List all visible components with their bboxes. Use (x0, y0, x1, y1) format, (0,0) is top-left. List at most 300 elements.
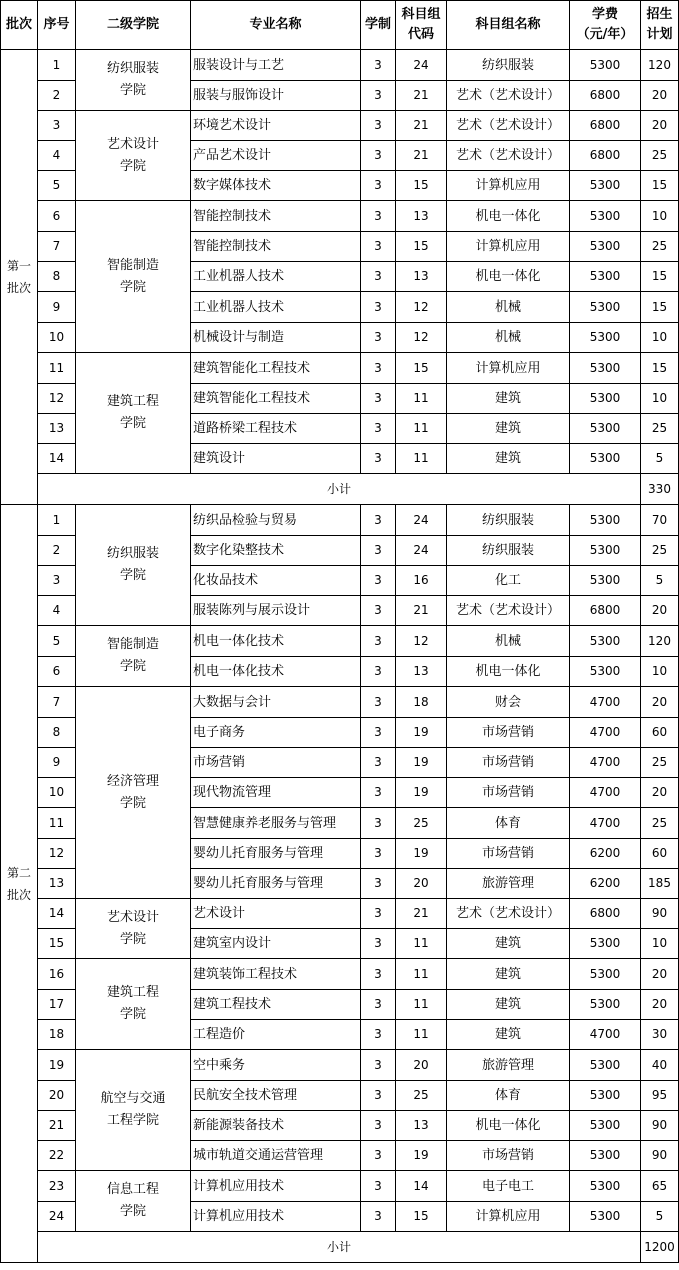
seq-cell: 11 (38, 353, 76, 384)
plan-cell: 20 (641, 687, 679, 718)
fee-cell: 5300 (570, 384, 641, 414)
plan-cell: 25 (641, 808, 679, 839)
subject-code-cell: 18 (396, 687, 447, 718)
batch2-section (1, 505, 679, 1263)
fee-cell: 5300 (570, 262, 641, 292)
years-cell: 3 (361, 929, 396, 959)
subtotal-value: 1200 (641, 1232, 679, 1263)
subject-code-cell: 13 (396, 1111, 447, 1141)
years-cell: 3 (361, 959, 396, 990)
subject-code-cell: 24 (396, 50, 447, 81)
years-cell: 3 (361, 50, 396, 81)
fee-cell: 5300 (570, 626, 641, 657)
fee-cell: 5300 (570, 171, 641, 201)
fee-cell: 5300 (570, 1111, 641, 1141)
subject-code-cell: 16 (396, 566, 447, 596)
fee-cell: 5300 (570, 1202, 641, 1232)
years-cell: 3 (361, 1050, 396, 1081)
plan-cell: 10 (641, 323, 679, 353)
table-row (1, 201, 679, 232)
plan-cell: 15 (641, 292, 679, 323)
plan-cell: 5 (641, 566, 679, 596)
years-cell: 3 (361, 626, 396, 657)
subtotal-label: 小计 (38, 474, 641, 505)
years-cell: 3 (361, 566, 396, 596)
fee-cell: 4700 (570, 687, 641, 718)
subject-group-cell: 艺术（艺术设计） (447, 81, 570, 111)
subject-group-cell: 机电一体化 (447, 201, 570, 232)
plan-cell: 20 (641, 81, 679, 111)
years-cell: 3 (361, 718, 396, 748)
subject-code-cell: 19 (396, 748, 447, 778)
subject-group-cell: 建筑 (447, 990, 570, 1020)
plan-cell: 30 (641, 1020, 679, 1050)
subject-code-cell: 13 (396, 262, 447, 292)
plan-cell: 20 (641, 778, 679, 808)
table-row (1, 1171, 679, 1202)
years-cell: 3 (361, 384, 396, 414)
seq-cell: 21 (38, 1111, 76, 1141)
seq-cell: 11 (38, 808, 76, 839)
subject-code-cell: 14 (396, 1171, 447, 1202)
subject-code-cell: 21 (396, 141, 447, 171)
plan-cell: 65 (641, 1171, 679, 1202)
seq-cell: 14 (38, 444, 76, 474)
subject-group-cell: 建筑 (447, 414, 570, 444)
years-cell: 3 (361, 596, 396, 626)
years-cell: 3 (361, 262, 396, 292)
major-cell: 计算机应用技术 (191, 1202, 361, 1232)
table-row (1, 1050, 679, 1081)
table-row (1, 111, 679, 141)
subject-group-cell: 市场营销 (447, 839, 570, 869)
batch-label: 第二 批次 (1, 505, 38, 1263)
college-cell: 艺术设计 学院 (76, 111, 191, 201)
subject-group-cell: 市场营销 (447, 778, 570, 808)
major-cell: 婴幼儿托育服务与管理 (191, 869, 361, 899)
table-row (1, 899, 679, 929)
years-cell: 3 (361, 1081, 396, 1111)
table-row (1, 687, 679, 718)
fee-cell: 6800 (570, 81, 641, 111)
years-cell: 3 (361, 353, 396, 384)
subject-group-cell: 体育 (447, 1081, 570, 1111)
major-cell: 服装陈列与展示设计 (191, 596, 361, 626)
years-cell: 3 (361, 111, 396, 141)
subject-group-cell: 纺织服装 (447, 50, 570, 81)
subject-code-cell: 15 (396, 353, 447, 384)
plan-cell: 25 (641, 536, 679, 566)
fee-cell: 5300 (570, 292, 641, 323)
subject-group-cell: 旅游管理 (447, 1050, 570, 1081)
plan-cell: 25 (641, 748, 679, 778)
major-cell: 大数据与会计 (191, 687, 361, 718)
subject-code-cell: 12 (396, 323, 447, 353)
major-cell: 智能控制技术 (191, 232, 361, 262)
college-cell: 纺织服装 学院 (76, 50, 191, 111)
years-cell: 3 (361, 444, 396, 474)
subject-group-cell: 纺织服装 (447, 536, 570, 566)
seq-cell: 6 (38, 201, 76, 232)
subject-code-cell: 25 (396, 808, 447, 839)
subject-group-cell: 机电一体化 (447, 262, 570, 292)
header-subject-code: 科目组 代码 (396, 1, 447, 50)
years-cell: 3 (361, 778, 396, 808)
batch-label: 第一 批次 (1, 50, 38, 505)
plan-cell: 60 (641, 718, 679, 748)
plan-cell: 70 (641, 505, 679, 536)
subject-group-cell: 计算机应用 (447, 232, 570, 262)
major-cell: 建筑智能化工程技术 (191, 353, 361, 384)
fee-cell: 5300 (570, 929, 641, 959)
plan-cell: 25 (641, 414, 679, 444)
plan-cell: 10 (641, 929, 679, 959)
subject-code-cell: 19 (396, 778, 447, 808)
seq-cell: 13 (38, 414, 76, 444)
years-cell: 3 (361, 1141, 396, 1171)
subject-group-cell: 化工 (447, 566, 570, 596)
fee-cell: 5300 (570, 444, 641, 474)
seq-cell: 24 (38, 1202, 76, 1232)
subject-group-cell: 计算机应用 (447, 1202, 570, 1232)
major-cell: 机电一体化技术 (191, 657, 361, 687)
header-row (1, 1, 679, 50)
years-cell: 3 (361, 990, 396, 1020)
college-cell: 纺织服装 学院 (76, 505, 191, 626)
plan-cell: 10 (641, 657, 679, 687)
years-cell: 3 (361, 687, 396, 718)
plan-cell: 5 (641, 1202, 679, 1232)
subject-group-cell: 机电一体化 (447, 1111, 570, 1141)
subject-code-cell: 20 (396, 869, 447, 899)
subject-group-cell: 市场营销 (447, 718, 570, 748)
subject-code-cell: 11 (396, 929, 447, 959)
fee-cell: 6800 (570, 111, 641, 141)
seq-cell: 4 (38, 141, 76, 171)
seq-cell: 7 (38, 232, 76, 262)
fee-cell: 4700 (570, 808, 641, 839)
subject-code-cell: 19 (396, 839, 447, 869)
years-cell: 3 (361, 1020, 396, 1050)
subject-code-cell: 15 (396, 232, 447, 262)
plan-cell: 90 (641, 1141, 679, 1171)
table-row (1, 505, 679, 536)
major-cell: 建筑室内设计 (191, 929, 361, 959)
seq-cell: 7 (38, 687, 76, 718)
subject-group-cell: 机电一体化 (447, 657, 570, 687)
table-row (1, 50, 679, 81)
subject-code-cell: 24 (396, 536, 447, 566)
subject-group-cell: 计算机应用 (447, 171, 570, 201)
subject-code-cell: 21 (396, 596, 447, 626)
subject-group-cell: 市场营销 (447, 748, 570, 778)
seq-cell: 16 (38, 959, 76, 990)
plan-cell: 40 (641, 1050, 679, 1081)
major-cell: 服装设计与工艺 (191, 50, 361, 81)
fee-cell: 5300 (570, 50, 641, 81)
years-cell: 3 (361, 232, 396, 262)
plan-cell: 120 (641, 50, 679, 81)
fee-cell: 4700 (570, 748, 641, 778)
college-cell: 建筑工程 学院 (76, 353, 191, 474)
major-cell: 服装与服饰设计 (191, 81, 361, 111)
seq-cell: 5 (38, 626, 76, 657)
fee-cell: 5300 (570, 959, 641, 990)
major-cell: 现代物流管理 (191, 778, 361, 808)
seq-cell: 5 (38, 171, 76, 201)
seq-cell: 12 (38, 384, 76, 414)
subtotal-row (1, 1232, 679, 1263)
subject-code-cell: 21 (396, 81, 447, 111)
major-cell: 机电一体化技术 (191, 626, 361, 657)
fee-cell: 4700 (570, 1020, 641, 1050)
major-cell: 市场营销 (191, 748, 361, 778)
seq-cell: 9 (38, 748, 76, 778)
subject-code-cell: 19 (396, 718, 447, 748)
plan-cell: 15 (641, 171, 679, 201)
college-cell: 建筑工程 学院 (76, 959, 191, 1050)
years-cell: 3 (361, 1111, 396, 1141)
fee-cell: 5300 (570, 1141, 641, 1171)
plan-cell: 90 (641, 899, 679, 929)
fee-cell: 5300 (570, 232, 641, 262)
seq-cell: 3 (38, 566, 76, 596)
plan-cell: 25 (641, 141, 679, 171)
major-cell: 工业机器人技术 (191, 262, 361, 292)
college-cell: 智能制造 学院 (76, 201, 191, 353)
subject-code-cell: 24 (396, 505, 447, 536)
major-cell: 化妆品技术 (191, 566, 361, 596)
header-college: 二级学院 (76, 1, 191, 50)
major-cell: 数字媒体技术 (191, 171, 361, 201)
major-cell: 艺术设计 (191, 899, 361, 929)
college-cell: 艺术设计 学院 (76, 899, 191, 959)
fee-cell: 5300 (570, 566, 641, 596)
major-cell: 建筑工程技术 (191, 990, 361, 1020)
seq-cell: 19 (38, 1050, 76, 1081)
plan-cell: 120 (641, 626, 679, 657)
subject-code-cell: 21 (396, 111, 447, 141)
table-row (1, 626, 679, 657)
plan-cell: 20 (641, 990, 679, 1020)
major-cell: 智能控制技术 (191, 201, 361, 232)
subject-code-cell: 11 (396, 959, 447, 990)
subject-group-cell: 电子电工 (447, 1171, 570, 1202)
plan-cell: 60 (641, 839, 679, 869)
subject-group-cell: 计算机应用 (447, 353, 570, 384)
fee-cell: 5300 (570, 353, 641, 384)
college-cell: 信息工程 学院 (76, 1171, 191, 1232)
years-cell: 3 (361, 141, 396, 171)
subtotal-value: 330 (641, 474, 679, 505)
years-cell: 3 (361, 657, 396, 687)
major-cell: 新能源装备技术 (191, 1111, 361, 1141)
years-cell: 3 (361, 201, 396, 232)
major-cell: 建筑智能化工程技术 (191, 384, 361, 414)
seq-cell: 15 (38, 929, 76, 959)
major-cell: 数字化染整技术 (191, 536, 361, 566)
fee-cell: 5300 (570, 323, 641, 353)
years-cell: 3 (361, 323, 396, 353)
fee-cell: 5300 (570, 536, 641, 566)
subject-group-cell: 市场营销 (447, 1141, 570, 1171)
major-cell: 城市轨道交通运营管理 (191, 1141, 361, 1171)
years-cell: 3 (361, 414, 396, 444)
subject-group-cell: 建筑 (447, 444, 570, 474)
subject-group-cell: 建筑 (447, 929, 570, 959)
major-cell: 空中乘务 (191, 1050, 361, 1081)
header-plan: 招生 计划 (641, 1, 679, 50)
fee-cell: 6200 (570, 869, 641, 899)
subject-group-cell: 纺织服装 (447, 505, 570, 536)
years-cell: 3 (361, 171, 396, 201)
subject-code-cell: 11 (396, 414, 447, 444)
plan-cell: 185 (641, 869, 679, 899)
subject-code-cell: 11 (396, 444, 447, 474)
seq-cell: 12 (38, 839, 76, 869)
seq-cell: 10 (38, 323, 76, 353)
subject-code-cell: 13 (396, 657, 447, 687)
major-cell: 电子商务 (191, 718, 361, 748)
subject-group-cell: 建筑 (447, 384, 570, 414)
plan-cell: 15 (641, 353, 679, 384)
plan-cell: 20 (641, 111, 679, 141)
fee-cell: 6800 (570, 596, 641, 626)
subject-code-cell: 15 (396, 1202, 447, 1232)
subject-code-cell: 12 (396, 292, 447, 323)
major-cell: 婴幼儿托育服务与管理 (191, 839, 361, 869)
fee-cell: 5300 (570, 990, 641, 1020)
major-cell: 计算机应用技术 (191, 1171, 361, 1202)
seq-cell: 4 (38, 596, 76, 626)
years-cell: 3 (361, 292, 396, 323)
plan-cell: 10 (641, 384, 679, 414)
table-row (1, 959, 679, 990)
years-cell: 3 (361, 1202, 396, 1232)
years-cell: 3 (361, 899, 396, 929)
subject-group-cell: 艺术（艺术设计） (447, 111, 570, 141)
fee-cell: 5300 (570, 1171, 641, 1202)
fee-cell: 6800 (570, 899, 641, 929)
subtotal-label: 小计 (38, 1232, 641, 1263)
major-cell: 智慧健康养老服务与管理 (191, 808, 361, 839)
seq-cell: 2 (38, 536, 76, 566)
header-batch: 批次 (1, 1, 38, 50)
subject-group-cell: 财会 (447, 687, 570, 718)
seq-cell: 3 (38, 111, 76, 141)
years-cell: 3 (361, 808, 396, 839)
major-cell: 机械设计与制造 (191, 323, 361, 353)
plan-cell: 20 (641, 596, 679, 626)
plan-cell: 20 (641, 959, 679, 990)
subject-code-cell: 20 (396, 1050, 447, 1081)
header-seq: 序号 (38, 1, 76, 50)
seq-cell: 14 (38, 899, 76, 929)
fee-cell: 4700 (570, 778, 641, 808)
plan-cell: 10 (641, 201, 679, 232)
seq-cell: 22 (38, 1141, 76, 1171)
subject-code-cell: 11 (396, 990, 447, 1020)
fee-cell: 5300 (570, 657, 641, 687)
years-cell: 3 (361, 748, 396, 778)
fee-cell: 6800 (570, 141, 641, 171)
subject-group-cell: 机械 (447, 323, 570, 353)
subject-group-cell: 建筑 (447, 1020, 570, 1050)
seq-cell: 10 (38, 778, 76, 808)
years-cell: 3 (361, 839, 396, 869)
seq-cell: 20 (38, 1081, 76, 1111)
fee-cell: 5300 (570, 505, 641, 536)
major-cell: 道路桥梁工程技术 (191, 414, 361, 444)
seq-cell: 9 (38, 292, 76, 323)
years-cell: 3 (361, 505, 396, 536)
subject-group-cell: 体育 (447, 808, 570, 839)
header-subject-group: 科目组名称 (447, 1, 570, 50)
subject-code-cell: 19 (396, 1141, 447, 1171)
subject-code-cell: 13 (396, 201, 447, 232)
major-cell: 民航安全技术管理 (191, 1081, 361, 1111)
seq-cell: 1 (38, 50, 76, 81)
years-cell: 3 (361, 1171, 396, 1202)
plan-cell: 25 (641, 232, 679, 262)
major-cell: 建筑设计 (191, 444, 361, 474)
major-cell: 工程造价 (191, 1020, 361, 1050)
plan-cell: 15 (641, 262, 679, 292)
seq-cell: 6 (38, 657, 76, 687)
major-cell: 建筑装饰工程技术 (191, 959, 361, 990)
seq-cell: 1 (38, 505, 76, 536)
fee-cell: 5300 (570, 414, 641, 444)
batch1-section (1, 50, 679, 505)
subject-group-cell: 艺术（艺术设计） (447, 596, 570, 626)
seq-cell: 8 (38, 262, 76, 292)
subject-group-cell: 艺术（艺术设计） (447, 141, 570, 171)
fee-cell: 6200 (570, 839, 641, 869)
college-cell: 航空与交通 工程学院 (76, 1050, 191, 1171)
seq-cell: 18 (38, 1020, 76, 1050)
major-cell: 产品艺术设计 (191, 141, 361, 171)
plan-cell: 95 (641, 1081, 679, 1111)
seq-cell: 23 (38, 1171, 76, 1202)
major-cell: 环境艺术设计 (191, 111, 361, 141)
subject-group-cell: 旅游管理 (447, 869, 570, 899)
seq-cell: 8 (38, 718, 76, 748)
fee-cell: 5300 (570, 201, 641, 232)
fee-cell: 5300 (570, 1081, 641, 1111)
college-cell: 智能制造 学院 (76, 626, 191, 687)
seq-cell: 2 (38, 81, 76, 111)
table-row (1, 353, 679, 384)
seq-cell: 17 (38, 990, 76, 1020)
years-cell: 3 (361, 536, 396, 566)
plan-cell: 90 (641, 1111, 679, 1141)
years-cell: 3 (361, 81, 396, 111)
subject-group-cell: 建筑 (447, 959, 570, 990)
subject-code-cell: 15 (396, 171, 447, 201)
subject-group-cell: 艺术（艺术设计） (447, 899, 570, 929)
fee-cell: 4700 (570, 718, 641, 748)
subject-code-cell: 21 (396, 899, 447, 929)
plan-cell: 5 (641, 444, 679, 474)
years-cell: 3 (361, 869, 396, 899)
subject-code-cell: 12 (396, 626, 447, 657)
seq-cell: 13 (38, 869, 76, 899)
header-years: 学制 (361, 1, 396, 50)
major-cell: 纺织品检验与贸易 (191, 505, 361, 536)
fee-cell: 5300 (570, 1050, 641, 1081)
subject-code-cell: 11 (396, 1020, 447, 1050)
subject-group-cell: 机械 (447, 626, 570, 657)
